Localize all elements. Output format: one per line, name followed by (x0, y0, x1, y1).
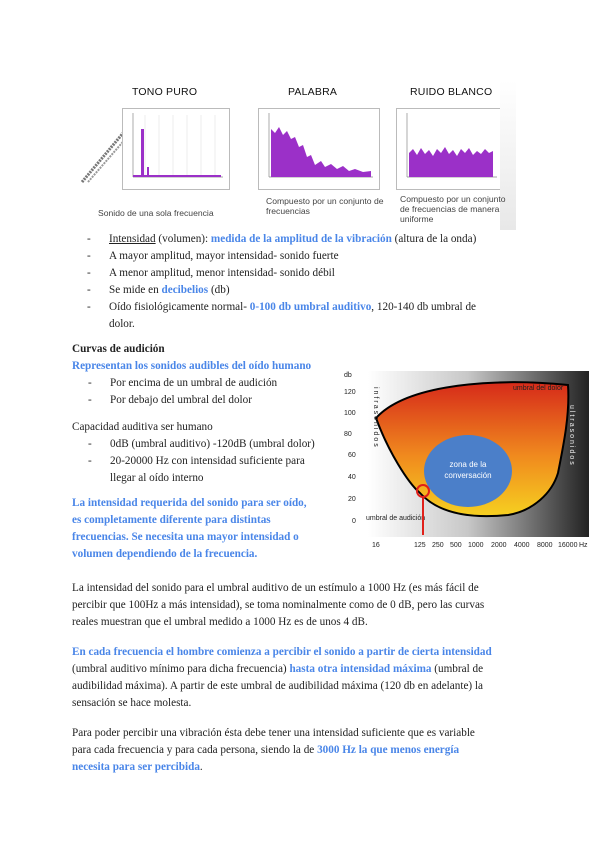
pain-threshold-label: umbral del dolor (513, 385, 564, 392)
capacity-item-1: - 0dB (umbral auditivo) -120dB (umbral dolor) (88, 436, 340, 453)
capacity-item-2: - 20-20000 Hz con intensidad suficiente para (88, 453, 340, 470)
x-tick-label: 4000 (514, 542, 530, 549)
spectrum-speech (258, 108, 380, 190)
conversation-label-1: zona de la (449, 460, 487, 469)
y-tick-label: 80 (344, 431, 352, 438)
sound-types-figure (80, 80, 516, 230)
x-tick-label: 2000 (491, 542, 507, 549)
capacity-item-3: llegar al oído interno (110, 472, 204, 484)
x-tick-label: 1000 (468, 542, 484, 549)
curves-heading: Curvas de audición (72, 343, 165, 355)
x-tick-label: 250 (432, 542, 444, 549)
intensity-label: Intensidad (109, 233, 156, 245)
hearing-curves-chart (338, 363, 589, 554)
y-tick-label: 20 (348, 496, 356, 503)
intensity-definition: medida de la amplitud de la vibración (210, 233, 392, 245)
y-tick-label: 120 (344, 389, 356, 396)
spectrum-white-noise (396, 108, 502, 190)
x-tick-label: 16000 (558, 542, 578, 549)
hearing-threshold-label: umbral de audición (366, 515, 426, 522)
curves-section (72, 341, 340, 563)
y-tick-label: 60 (348, 452, 356, 459)
panel-caption-speech: Compuesto por un conjunto de frecuencias (266, 196, 384, 216)
spectrum-pure-tone (122, 108, 230, 190)
panel-title-pure-tone: TONO PURO (132, 86, 198, 98)
conversation-label-2: conversación (444, 471, 492, 480)
paragraph-3000hz: Para poder percibir una vibración ésta debe tener una intensidad suficiente que es variable para cada frecuencia y para cada persona, siendo la de 3000 Hz la que menos energía necesita para ser percibida. (72, 727, 475, 773)
x-tick-label: 125 (414, 542, 426, 549)
curves-blue-paragraph: La intensidad requerida del sonido para ser oído, es completamente diferente para distintas frecuencias. Se necesita una mayor intensidad o volumen dependiendo de la frecuencia. (72, 497, 307, 560)
intensity-unit: - Se mide en decibelios (db) (87, 282, 527, 299)
y-axis-label: db (344, 372, 352, 379)
y-tick-label: 40 (348, 474, 356, 481)
panel-caption-pure-tone: Sonido de una sola frecuencia (98, 208, 214, 218)
y-tick-label: 0 (352, 518, 356, 525)
panel-title-white-noise: RUIDO BLANCO (410, 86, 493, 98)
paragraph-threshold-1000hz: La intensidad del sonido para el umbral auditivo de un estímulo a 1000 Hz (es más fácil de percibir que 100Hz a más intensidad), se toma nominalmente como de 0 dB, pero las curvas reales muestran que el umbral medido a 1000 Hz es de unos 4 dB. (72, 582, 485, 628)
intensity-range: - Oído fisiológicamente normal- 0-100 db umbral auditivo, 120-140 db umbral de dolor. (87, 299, 527, 333)
x-tick-label: 500 (450, 542, 462, 549)
x-axis-label: Hz (579, 542, 588, 549)
capacity-label: Capacidad auditiva ser humano (72, 421, 213, 433)
intensity-section: - Intensidad (volumen): medida de la amplitud de la vibración (altura de la onda) - A mayor amplitud, mayor intensidad- sonido fuerte - A menor amplitud, menor intensidad- sonido débil - Se mide en decibelios (db) - Oído fisiológicamente normal- 0-100 db umbral auditivo, 120-140 db umbral de dolor. (87, 231, 527, 333)
panel-title-speech: PALABRA (288, 86, 338, 98)
curves-item-1: - Por encima de un umbral de audición (88, 375, 340, 392)
x-tick-label: 16 (372, 542, 380, 549)
paragraph-intensity-range: En cada frecuencia el hombre comienza a percibir el sonido a partir de cierta intensidad (umbral auditivo mínimo para dicha frecuencia) hasta otra intensidad máxima (umbral de audibilidad máxima). A partir de este umbral de audibilidad máxima (120 db en adelante) la sensación se hace molesta. (72, 646, 492, 709)
x-axis (372, 542, 588, 549)
panel-caption-white-noise: Compuesto por un conjunto de frecuencias de manera uniforme (400, 194, 506, 224)
ultrasound-label: ultrasonidos (568, 405, 575, 467)
intensity-line-1: - A mayor amplitud, mayor intensidad- sonido fuerte (87, 248, 527, 265)
intensity-line-2: - A menor amplitud, menor intensidad- sonido débil (87, 265, 527, 282)
curves-item-2: - Por debajo del umbral del dolor (88, 392, 340, 409)
y-axis (344, 372, 356, 525)
x-tick-label: 8000 (537, 542, 553, 549)
infrasound-label: infrasonidos (372, 387, 379, 449)
y-tick-label: 100 (344, 410, 356, 417)
curves-subheading: Representan los sonidos audibles del oído humano (72, 360, 312, 372)
